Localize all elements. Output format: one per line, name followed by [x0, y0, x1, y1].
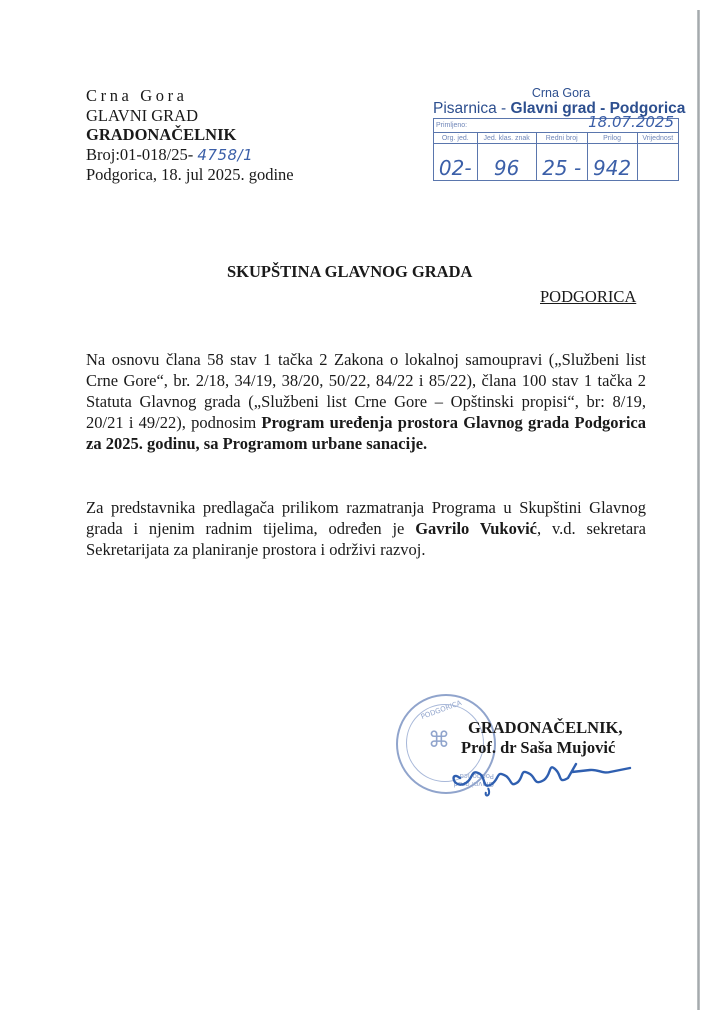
stamp-col-header: Jed. klas. znak [477, 133, 536, 144]
stamp-col-header: Redni broj [536, 133, 587, 144]
letterhead [86, 86, 294, 185]
p2-text-a: Za predstavnika predlagača prilikom razmatranja Programa u Skupštini Glavnog grada i njenim radnim tijelima, određen je [86, 498, 646, 538]
reference-prefix: Broj:01-018/25- [86, 144, 194, 164]
addressee-city: PODGORICA [540, 287, 637, 306]
addressee-name: SKUPŠTINA GLAVNOG GRADA [227, 262, 473, 281]
body-paragraph-1 [86, 349, 646, 454]
page-edge-line [697, 10, 700, 1010]
p2-bold-name: Gavrilo Vuković [415, 519, 537, 538]
stamp-table [433, 113, 679, 181]
stamp-received-date: 18.07.2025 [588, 113, 674, 131]
stamp-value: 942 [587, 144, 637, 181]
seal-bottom-text: Glavni grad Podgorica [453, 772, 494, 788]
body-paragraph-2 [86, 497, 646, 560]
letterhead-office: GRADONAČELNIK [86, 125, 237, 144]
handwritten-signature-icon [440, 748, 640, 798]
place-date: Podgorica, 18. jul 2025. godine [86, 165, 294, 184]
stamp-country: Crna Gora [531, 86, 591, 100]
stamp-col-header: Vrijednost [637, 133, 678, 144]
letterhead-country: Crna Gora [86, 86, 188, 105]
stamp-received [434, 113, 679, 133]
stamp-received-label: Primljeno: [436, 122, 468, 129]
stamp-value: 02- [434, 144, 478, 181]
seal-top-text: PODGORICA [419, 698, 463, 722]
reference-handwritten: 4758/1 [197, 145, 254, 164]
letterhead-city: GLAVNI GRAD [86, 105, 198, 125]
stamp-col-header: Prilog [587, 133, 637, 144]
p1-bold: Program uređenja prostora Glavnog grada Podgorica za 2025. godinu, sa Programom urbane sanacije. [86, 413, 646, 453]
stamp-office-main: Glavni grad - Podgorica [510, 100, 686, 117]
signatory-title: GRADONAČELNIK, [468, 718, 623, 737]
stamp-value: 96 [477, 144, 536, 181]
p1-text: Na osnovu člana 58 stav 1 tačka 2 Zakona o lokalnoj samoupravi („Službeni list Crne Gore“, br. 2/18, 34/19, 38/20, 50/22, 84/22 i 85/22), člana 100 stav 1 tačka 2 Statuta Glavnog grada („Službeni list Crne Gore – Opštinski propisi“, br: 8/19, 20/21 i 49/22), podnosim [86, 350, 646, 432]
signatory-name: Prof. dr Saša Mujović [461, 738, 616, 757]
stamp-office-prefix: Pisarnica - [433, 100, 511, 117]
reference-number [86, 145, 294, 166]
stamp-col-header: Org. jed. [434, 133, 478, 144]
stamp-value: 25 - [536, 144, 587, 181]
stamp-value [637, 144, 678, 181]
registry-stamp [433, 86, 686, 181]
p2-text-b: , v.d. sekretara Sekretarijata za planiranje prostora i održivi razvoj. [86, 519, 646, 559]
seal-emblem-icon: ⌘ [428, 728, 450, 753]
